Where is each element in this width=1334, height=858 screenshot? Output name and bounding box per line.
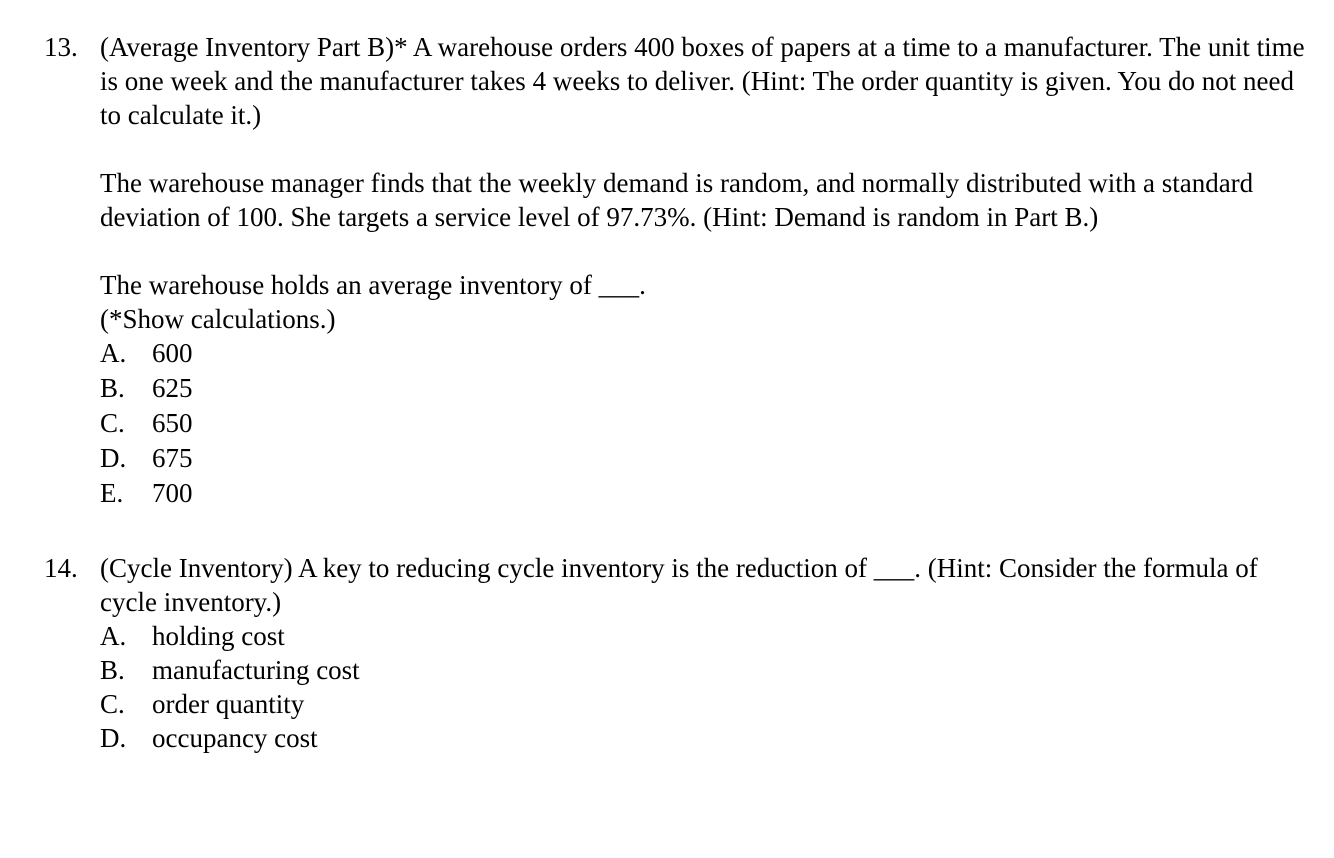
question-intro-paragraph: (Average Inventory Part B)* A warehouse orders 400 boxes of papers at a time to a manufacturer. The unit time is one week and the manufacturer takes 4 weeks to deliver. (Hint: The order quantity is given. You do not need to calculate it.) xyxy=(100,32,1305,130)
answer-options xyxy=(100,619,1314,755)
answer-option-c[interactable] xyxy=(100,687,1314,721)
answer-option-b[interactable] xyxy=(100,653,1314,687)
option-letter: B. xyxy=(100,655,125,685)
answer-option-a[interactable] xyxy=(100,619,1314,653)
answer-option-c[interactable] xyxy=(100,406,1314,441)
answer-option-e[interactable] xyxy=(100,476,1314,511)
option-text: 700 xyxy=(152,478,193,508)
option-text: 600 xyxy=(152,338,193,368)
option-letter: D. xyxy=(100,723,127,753)
question-prompt-note: (*Show calculations.) xyxy=(100,304,336,334)
option-letter: D. xyxy=(100,443,127,473)
question-13 xyxy=(44,30,1314,511)
answer-option-a[interactable] xyxy=(100,336,1314,371)
option-letter: E. xyxy=(100,478,124,508)
option-letter: C. xyxy=(100,408,125,438)
answer-option-b[interactable] xyxy=(100,371,1314,406)
question-stem: (Cycle Inventory) A key to reducing cycle inventory is the reduction of ___. (Hint: Consider the formula of cycle inventory.) xyxy=(100,553,1258,617)
option-text: occupancy cost xyxy=(152,723,318,753)
question-body xyxy=(100,30,1314,511)
option-letter: B. xyxy=(100,373,125,403)
option-text: 650 xyxy=(152,408,193,438)
question-prompt xyxy=(100,268,1314,336)
option-letter: A. xyxy=(100,338,127,368)
answer-option-d[interactable] xyxy=(100,721,1314,755)
option-text: order quantity xyxy=(152,689,305,719)
option-text: holding cost xyxy=(152,621,285,651)
question-number: 14. xyxy=(44,553,78,583)
option-letter: A. xyxy=(100,621,127,651)
question-body xyxy=(100,551,1314,755)
question-14 xyxy=(44,551,1314,755)
question-prompt-line: The warehouse holds an average inventory of ___. xyxy=(100,270,646,300)
answer-option-d[interactable] xyxy=(100,441,1314,476)
option-text: 675 xyxy=(152,443,193,473)
option-text: manufacturing cost xyxy=(152,655,360,685)
question-demand-paragraph: The warehouse manager finds that the weekly demand is random, and normally distributed with a standard deviation of 100. She targets a service level of 97.73%. (Hint: Demand is random in Part B.) xyxy=(100,168,1254,232)
option-letter: C. xyxy=(100,689,125,719)
question-number: 13. xyxy=(44,32,78,62)
answer-options xyxy=(100,336,1314,511)
option-text: 625 xyxy=(152,373,193,403)
